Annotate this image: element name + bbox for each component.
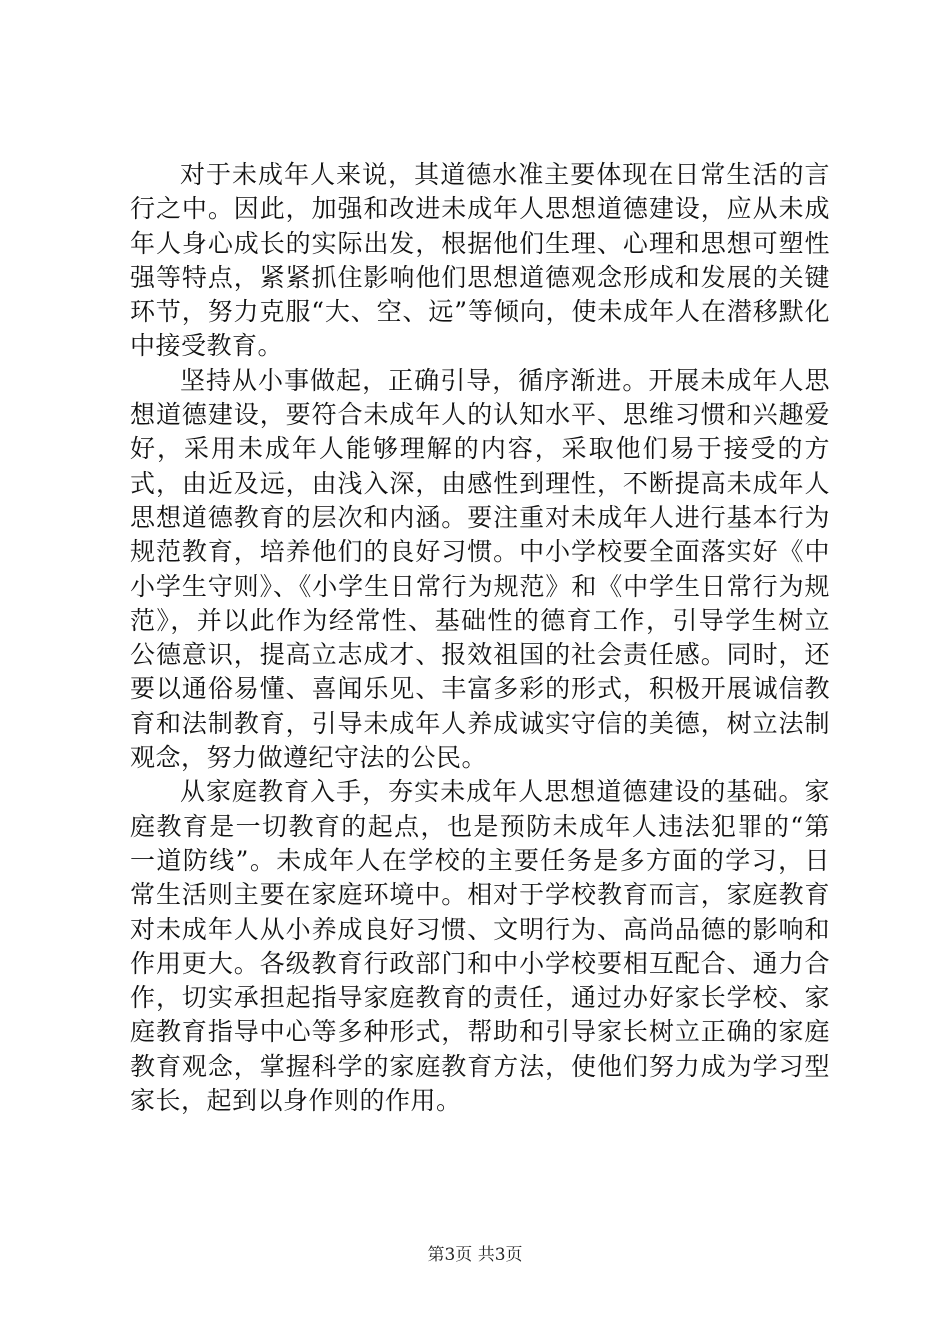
paragraph-2: 坚持从小事做起，正确引导，循序渐进。开展未成年人思想道德建设，要符合未成年人的认知水平、思维习惯和兴趣爱好，采用未成年人能够理解的内容，采取他们易于接受的方式，由近及远，由浅入深，由感性到理性，不断提高未成年人思想道德教育的层次和内涵。要注重对未成年人进行基本行为规范教育，培养他们的良好习惯。中小学校要全面落实好《中小学生守则》、《小学生日常行为规范》和《中学生日常行为规范》，并以此作为经常性、基础性的德育工作，引导学生树立公德意识，提高立志成才、报效祖国的社会责任感。同时，还要以通俗易懂、喜闻乐见、丰富多彩的形式，积极开展诚信教育和法制教育，引导未成年人养成诚实守信的美德，树立法制观念，努力做遵纪守法的公民。 (130, 365, 830, 773)
paragraph-1: 对于未成年人来说，其道德水准主要体现在日常生活的言行之中。因此，加强和改进未成年人思想道德建设，应从未成年人身心成长的实际出发，根据他们生理、心理和思想可塑性强等特点，紧紧抓住影响他们思想道德观念形成和发展的关键环节，努力克服“大、空、远”等倾向，使未成年人在潜移默化中接受教育。 (130, 160, 830, 361)
paragraph-3: 从家庭教育入手，夯实未成年人思想道德建设的基础。家庭教育是一切教育的起点，也是预防未成年人违法犯罪的“第一道防线”。未成年人在学校的主要任务是多方面的学习，日常生活则主要在家庭环境中。相对于学校教育而言，家庭教育对未成年人从小养成良好习惯、文明行为、高尚品德的影响和作用更大。各级教育行政部门和中小学校要相互配合、通力合作，切实承担起指导家庭教育的责任，通过办好家长学校、家庭教育指导中心等多种形式，帮助和引导家长树立正确的家庭教育观念，掌握科学的家庭教育方法，使他们努力成为学习型家长，起到以身作则的作用。 (130, 777, 830, 1116)
page-number-label: 第3页 共3页 (427, 1245, 523, 1265)
document-body (130, 158, 830, 1118)
page-footer (0, 1244, 950, 1266)
